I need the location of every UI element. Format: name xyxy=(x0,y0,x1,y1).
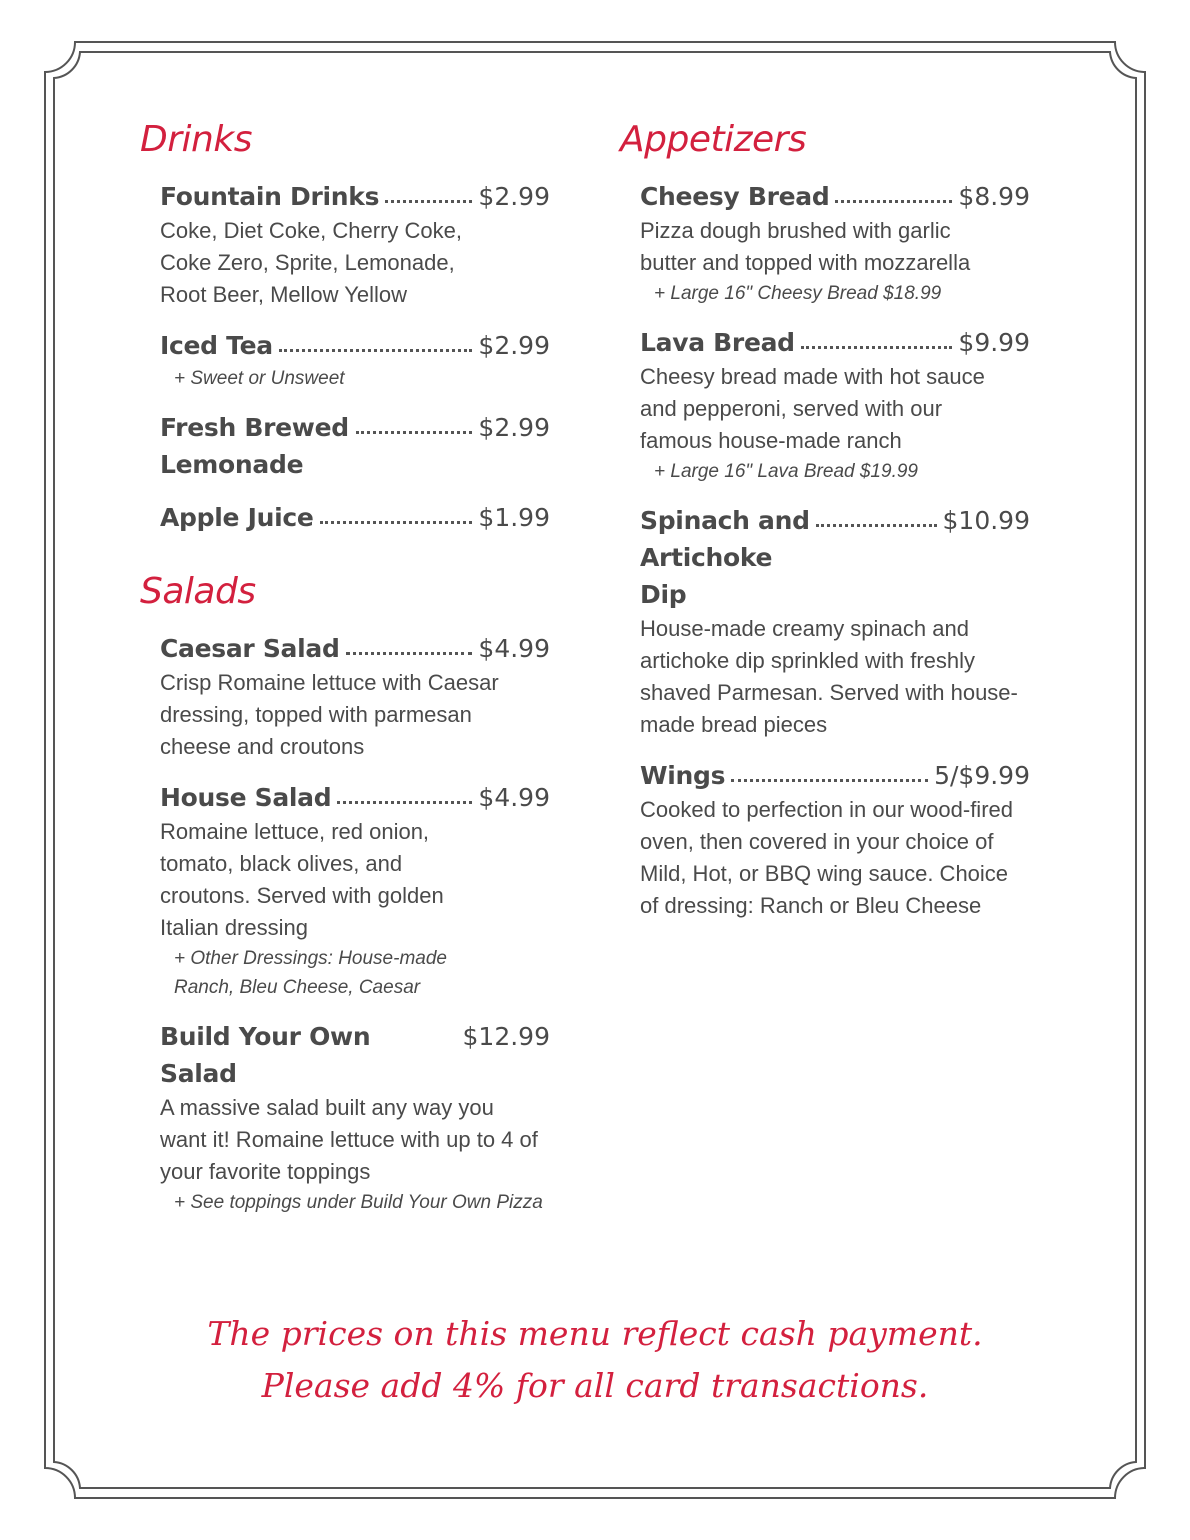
menu-item xyxy=(640,757,1030,922)
payment-notice-line-2: Please add 4% for all card transactions. xyxy=(261,1366,929,1405)
leader-dots xyxy=(346,630,473,655)
leader-dots xyxy=(816,502,937,527)
item-name: Cheesy Bread xyxy=(640,182,830,211)
item-price: $9.99 xyxy=(958,328,1030,357)
item-name: Caesar Salad xyxy=(160,634,340,663)
item-description: A massive salad built any way you want it! Romaine lettuce with up to 4 of your favorite toppings xyxy=(160,1095,538,1184)
item-description: House-made creamy spinach and artichoke dip sprinkled with freshly shaved Parmesan. Served with house-made bread pieces xyxy=(640,616,1018,737)
item-name: Wings xyxy=(640,761,726,790)
item-price: $10.99 xyxy=(942,506,1030,535)
item-name: Build Your Own Salad xyxy=(160,1022,371,1088)
menu-item xyxy=(160,327,550,393)
item-option: + Other Dressings: House-made Ranch, Bleu Cheese, Caesar xyxy=(174,948,447,998)
menu-item xyxy=(160,1018,550,1217)
item-option: + See toppings under Build Your Own Pizza xyxy=(174,1192,543,1213)
menu-item xyxy=(160,409,550,483)
menu-item xyxy=(160,178,550,311)
item-price: $2.99 xyxy=(478,331,550,360)
leader-dots xyxy=(801,324,953,349)
item-name: Spinach and Artichoke Dip xyxy=(640,506,810,609)
leader-dots xyxy=(385,178,472,203)
item-description: Romaine lettuce, red onion, tomato, black olives, and croutons. Served with golden Italian dressing xyxy=(160,819,444,940)
item-description: Crisp Romaine lettuce with Caesar dressing, topped with parmesan cheese and croutons xyxy=(160,670,499,759)
menu-item xyxy=(160,499,550,536)
salads-section xyxy=(140,570,550,1217)
menu-item xyxy=(640,502,1030,741)
item-description: Pizza dough brushed with garlic butter and topped with mozzarella xyxy=(640,218,971,275)
item-price: $1.99 xyxy=(478,503,550,532)
item-name: House Salad xyxy=(160,783,332,812)
leader-dots xyxy=(279,327,473,352)
item-price: $2.99 xyxy=(478,413,550,442)
item-name: Iced Tea xyxy=(160,331,273,360)
payment-notice-line-1: The prices on this menu reflect cash payment. xyxy=(207,1314,983,1353)
item-description: Coke, Diet Coke, Cherry Coke, Coke Zero, Sprite, Lemonade, Root Beer, Mellow Yellow xyxy=(160,218,462,307)
right-column xyxy=(620,118,1030,938)
drinks-section xyxy=(140,118,550,536)
item-option: + Sweet or Unsweet xyxy=(174,368,345,389)
menu-item xyxy=(160,779,550,1002)
item-name: Fountain Drinks xyxy=(160,182,380,211)
menu-item xyxy=(640,324,1030,486)
item-option: + Large 16" Cheesy Bread $18.99 xyxy=(654,283,942,304)
item-description: Cheesy bread made with hot sauce and pepperoni, served with our famous house-made ranch xyxy=(640,364,985,453)
item-name: Fresh Brewed Lemonade xyxy=(160,413,349,479)
item-name: Apple Juice xyxy=(160,503,314,532)
leader-dots xyxy=(356,409,472,434)
leader-dots xyxy=(320,499,473,524)
item-option: + Large 16" Lava Bread $19.99 xyxy=(654,461,918,482)
menu-item xyxy=(160,630,550,763)
leader-dots xyxy=(337,779,472,804)
left-column xyxy=(140,118,550,1233)
item-price: $4.99 xyxy=(478,783,550,812)
item-price: 5/$9.99 xyxy=(934,761,1030,790)
item-name: Lava Bread xyxy=(640,328,795,357)
section-title-appetizers: Appetizers xyxy=(620,119,807,160)
leader-dots xyxy=(731,757,928,782)
item-price: $2.99 xyxy=(478,182,550,211)
item-price: $12.99 xyxy=(462,1022,550,1051)
item-price: $8.99 xyxy=(958,182,1030,211)
leader-dots xyxy=(835,178,952,203)
section-title-salads: Salads xyxy=(140,571,256,612)
appetizers-section xyxy=(620,118,1030,922)
item-price: $4.99 xyxy=(478,634,550,663)
payment-notice xyxy=(0,1308,1190,1412)
section-title-drinks: Drinks xyxy=(140,119,252,160)
menu-item xyxy=(640,178,1030,308)
item-description: Cooked to perfection in our wood-fired oven, then covered in your choice of Mild, Hot, or BBQ wing sauce. Choice of dressing: Ranch or Bleu Cheese xyxy=(640,797,1013,918)
